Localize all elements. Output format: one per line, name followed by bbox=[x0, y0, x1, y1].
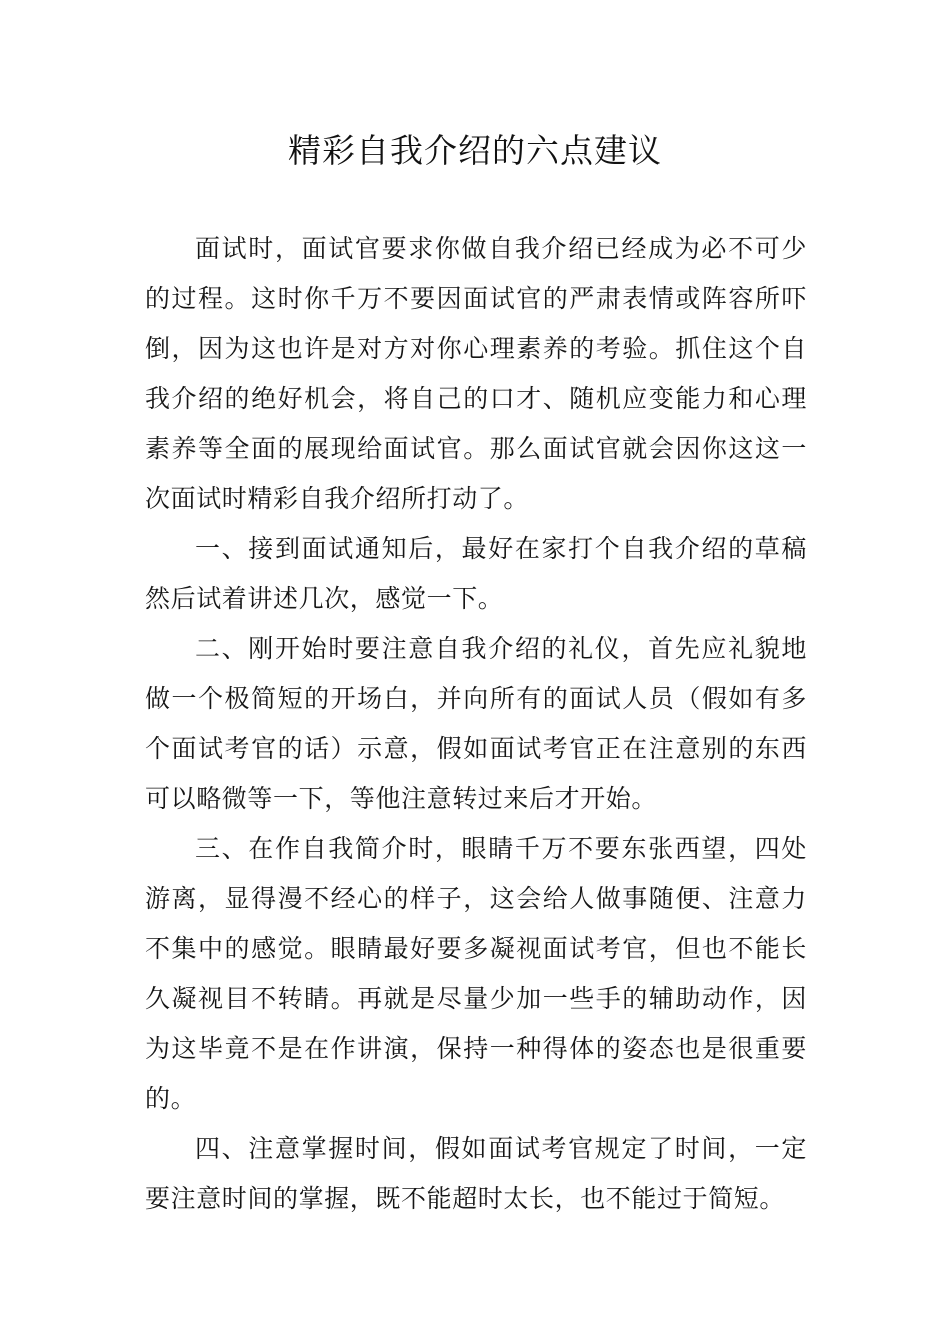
document-title: 精彩自我介绍的六点建议 bbox=[288, 131, 662, 170]
paragraph-point-4: 四、注意掌握时间，假如面试考官规定了时间，一定要注意时间的掌握，既不能超时太长，也不能过于简短。 bbox=[145, 1134, 807, 1213]
document-body bbox=[145, 224, 807, 1224]
paragraph-point-1: 一、接到面试通知后，最好在家打个自我介绍的草稿然后试着讲述几次，感觉一下。 bbox=[145, 534, 807, 613]
paragraph-point-3: 三、在作自我简介时，眼睛千万不要东张西望，四处游离，显得漫不经心的样子，这会给人做事随便、注意力不集中的感觉。眼睛最好要多凝视面试考官，但也不能长久凝视目不转睛。再就是尽量少加一些手的辅助动作，因为这毕竟不是在作讲演，保持一种得体的姿态也是很重要的。 bbox=[145, 834, 807, 1113]
paragraph-intro: 面试时，面试官要求你做自我介绍已经成为必不可少的过程。这时你千万不要因面试官的严肃表情或阵容所吓倒，因为这也许是对方对你心理素养的考验。抓住这个自我介绍的绝好机会，将自己的口才、随机应变能力和心理素养等全面的展现给面试官。那么面试官就会因你这这一次面试时精彩自我介绍所打动了。 bbox=[145, 234, 807, 513]
paragraph-point-2: 二、刚开始时要注意自我介绍的礼仪，首先应礼貌地做一个极简短的开场白，并向所有的面试人员（假如有多个面试考官的话）示意，假如面试考官正在注意别的东西可以略微等一下，等他注意转过来后才开始。 bbox=[145, 634, 807, 813]
